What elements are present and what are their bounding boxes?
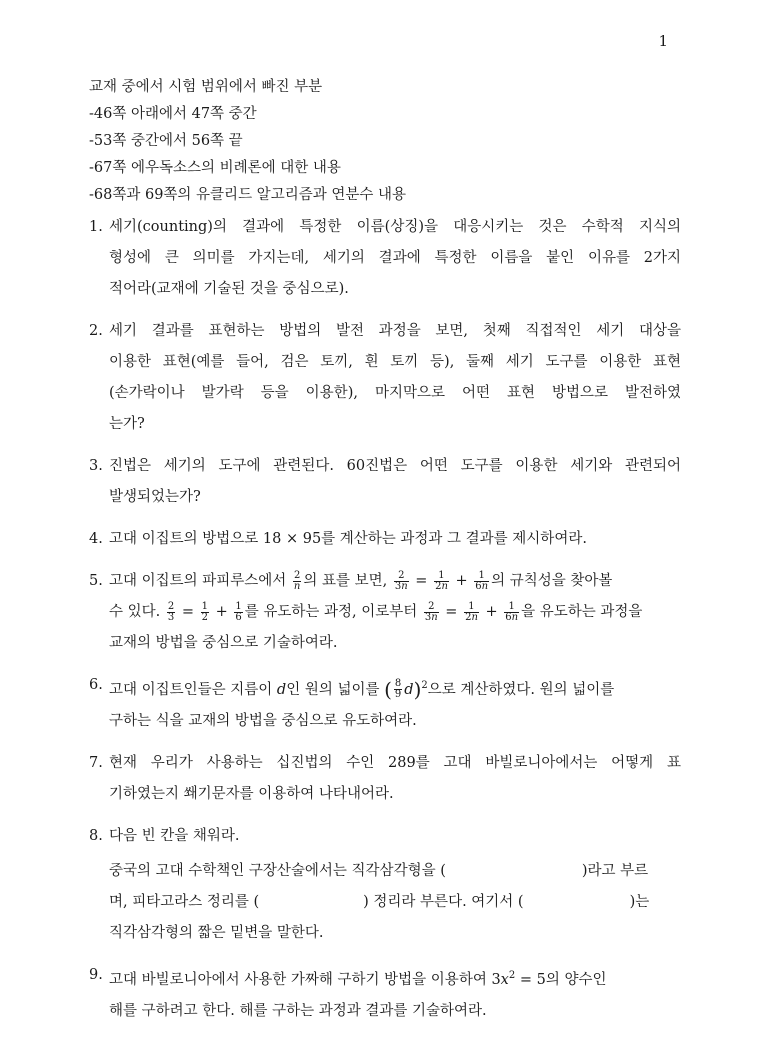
question-7 <box>89 748 681 810</box>
question-text: 의 표를 보면, <box>303 573 388 589</box>
question-text: 으로 계산하였다. 원의 넓이를 <box>427 681 615 698</box>
fraction-1-over-6n: $\frac{1}{6n}$ <box>505 600 519 623</box>
question-number: 2. <box>89 323 103 339</box>
question-text: 며, 피타고라스 정리를 ( <box>109 893 260 910</box>
fraction-1-over-2n: $\frac{1}{2n}$ <box>435 569 448 592</box>
question-text: 세기 결과를 표현하는 방법의 발전 과정을 보면, 첫째 직접적인 세기 대상을 <box>109 323 681 339</box>
page-number: 1 <box>658 32 668 50</box>
question-text: 이용한 표현(예를 들어, 검은 토끼, 흰 토끼 등), 둘째 세기 도구를 이용한 표현 <box>109 354 681 370</box>
fraction-1-over-6n: $\frac{1}{6n}$ <box>475 569 489 592</box>
scope-item: -46쪽 아래에서 47쪽 중간 <box>89 106 257 122</box>
question-text: 구하는 식을 교재의 방법을 중심으로 유도하여라. <box>109 712 417 729</box>
question-number: 1. <box>89 219 103 235</box>
fraction-2-over-n: $\frac{2}{n}$ <box>293 569 301 592</box>
question-text: 고대 바빌로니아에서 사용한 가짜해 구하기 방법을 이용하여 <box>109 971 487 988</box>
question-text: 해를 구하려고 한다. 해를 구하는 과정과 결과를 기술하여라. <box>109 1002 487 1019</box>
question-8 <box>89 821 681 949</box>
question-text: 고대 이집트의 파피루스에서 <box>109 573 287 589</box>
question-list <box>89 212 681 1038</box>
fraction-1-over-2: $\frac{1}{2}$ <box>201 600 208 623</box>
question-text: 를 유도하는 과정, 이로부터 <box>244 604 418 620</box>
question-text: 는가? <box>109 416 145 432</box>
question-number: 9. <box>89 966 103 983</box>
question-text: 중국의 고대 수학책인 구장산술에서는 직각삼각형을 ( <box>109 862 446 879</box>
question-text: 수 있다. <box>109 604 161 620</box>
area-formula: ( $\frac{8}{9}$ d)$^2$ <box>384 677 428 702</box>
question-text: 고대 이집트의 방법으로 18 × 95를 계산하는 과정과 그 결과를 제시하여라. <box>109 531 587 547</box>
question-text: ) 정리라 부른다. 여기서 ( <box>363 893 524 910</box>
fraction-1-over-6: $\frac{1}{6}$ <box>235 600 242 623</box>
question-text: 기하였는지 쐐기문자를 이용하여 나타내어라. <box>109 785 394 802</box>
question-text: 고대 이집트인들은 지름이 <box>109 681 273 698</box>
question-number: 4. <box>89 531 103 547</box>
question-2 <box>89 316 681 440</box>
scope-heading: 교재 중에서 시험 범위에서 빠진 부분 <box>89 79 323 95</box>
question-text: 다음 빈 칸을 채워라. <box>109 827 240 844</box>
question-text: 을 유도하는 과정을 <box>521 604 643 620</box>
question-number: 7. <box>89 754 103 771</box>
question-number: 8. <box>89 827 103 844</box>
question-text: 의 규칙성을 찾아볼 <box>491 573 613 589</box>
question-4 <box>89 524 681 555</box>
question-3 <box>89 451 681 513</box>
question-text: )라고 부르 <box>581 862 649 879</box>
scope-item: -68쪽과 69쪽의 유클리드 알고리즘과 연분수 내용 <box>89 187 406 203</box>
scope-item: -67쪽 에우독소스의 비례론에 대한 내용 <box>89 160 341 176</box>
question-6 <box>89 670 681 737</box>
question-text: 진법은 세기의 도구에 관련된다. 60진법은 어떤 도구를 이용한 세기와 관련되어 <box>109 458 681 474</box>
question-5: 5. 고대 이집트의 파피루스에서 $\frac{2}{n}$ 의 표를 보면, $\frac{2}{3n}$ = $\frac{1}{2n}$ + $\frac{1}{6n}$ 의 규칙성을 찾아볼 수 있다. $\frac{2}{3}$ = $\frac{1}{2}$ + $\frac{1}{6}$ 를 유도하는 과정, 이로부터 $\frac{2}{3n}$ = $\frac{1}{2n}$ + $\frac{1}{6n}$ 을 유도하는 과정을 교재의 방법을 중심으로 기술하여라. <box>89 566 681 659</box>
question-text: 현재 우리가 사용하는 십진법의 수인 289를 고대 바빌로니아에서는 어떻게 표 <box>109 754 681 771</box>
fraction-8-over-9: $\frac{8}{9}$ <box>394 678 402 701</box>
scope-item: -53쪽 중간에서 56쪽 끝 <box>89 133 243 149</box>
question-text: 발생되었는가? <box>109 489 201 505</box>
question-text: 교재의 방법을 중심으로 기술하여라. <box>109 635 338 651</box>
question-text: 직각삼각형의 짧은 밑변을 말한다. <box>109 924 324 941</box>
question-text: 인 원의 넓이를 <box>286 681 380 698</box>
question-1 <box>89 212 681 305</box>
question-text: 형성에 큰 의미를 가지는데, 세기의 결과에 특정한 이름을 붙인 이유를 2가지 <box>109 250 681 266</box>
exam-scope-notes <box>89 74 689 209</box>
equation: $3x^2 = 5$ <box>491 969 546 988</box>
math-variable-d: d <box>276 681 287 698</box>
question-number: 3. <box>89 458 103 474</box>
question-9 <box>89 960 681 1027</box>
question-text: (손가락이나 발가락 등을 이용한), 마지막으로 어떤 표현 방법으로 발전하였 <box>109 385 681 401</box>
fraction-2-over-3: $\frac{2}{3}$ <box>167 600 175 623</box>
question-text: 적어라(교재에 기술된 것을 중심으로). <box>109 281 349 297</box>
fraction-2-over-3n: $\frac{2}{3n}$ <box>424 600 438 623</box>
question-number: 6. <box>89 677 103 693</box>
question-text: )는 <box>629 893 650 910</box>
question-number: 5. <box>89 573 103 589</box>
fraction-1-over-2n: $\frac{1}{2n}$ <box>465 600 478 623</box>
question-text: 의 양수인 <box>545 971 607 988</box>
fill-in-blank-paragraph <box>109 856 681 949</box>
fraction-2-over-3n: $\frac{2}{3n}$ <box>394 569 408 592</box>
question-text: 세기(counting)의 결과에 특정한 이름(상징)을 대응시키는 것은 수학적 지식의 <box>109 219 681 235</box>
